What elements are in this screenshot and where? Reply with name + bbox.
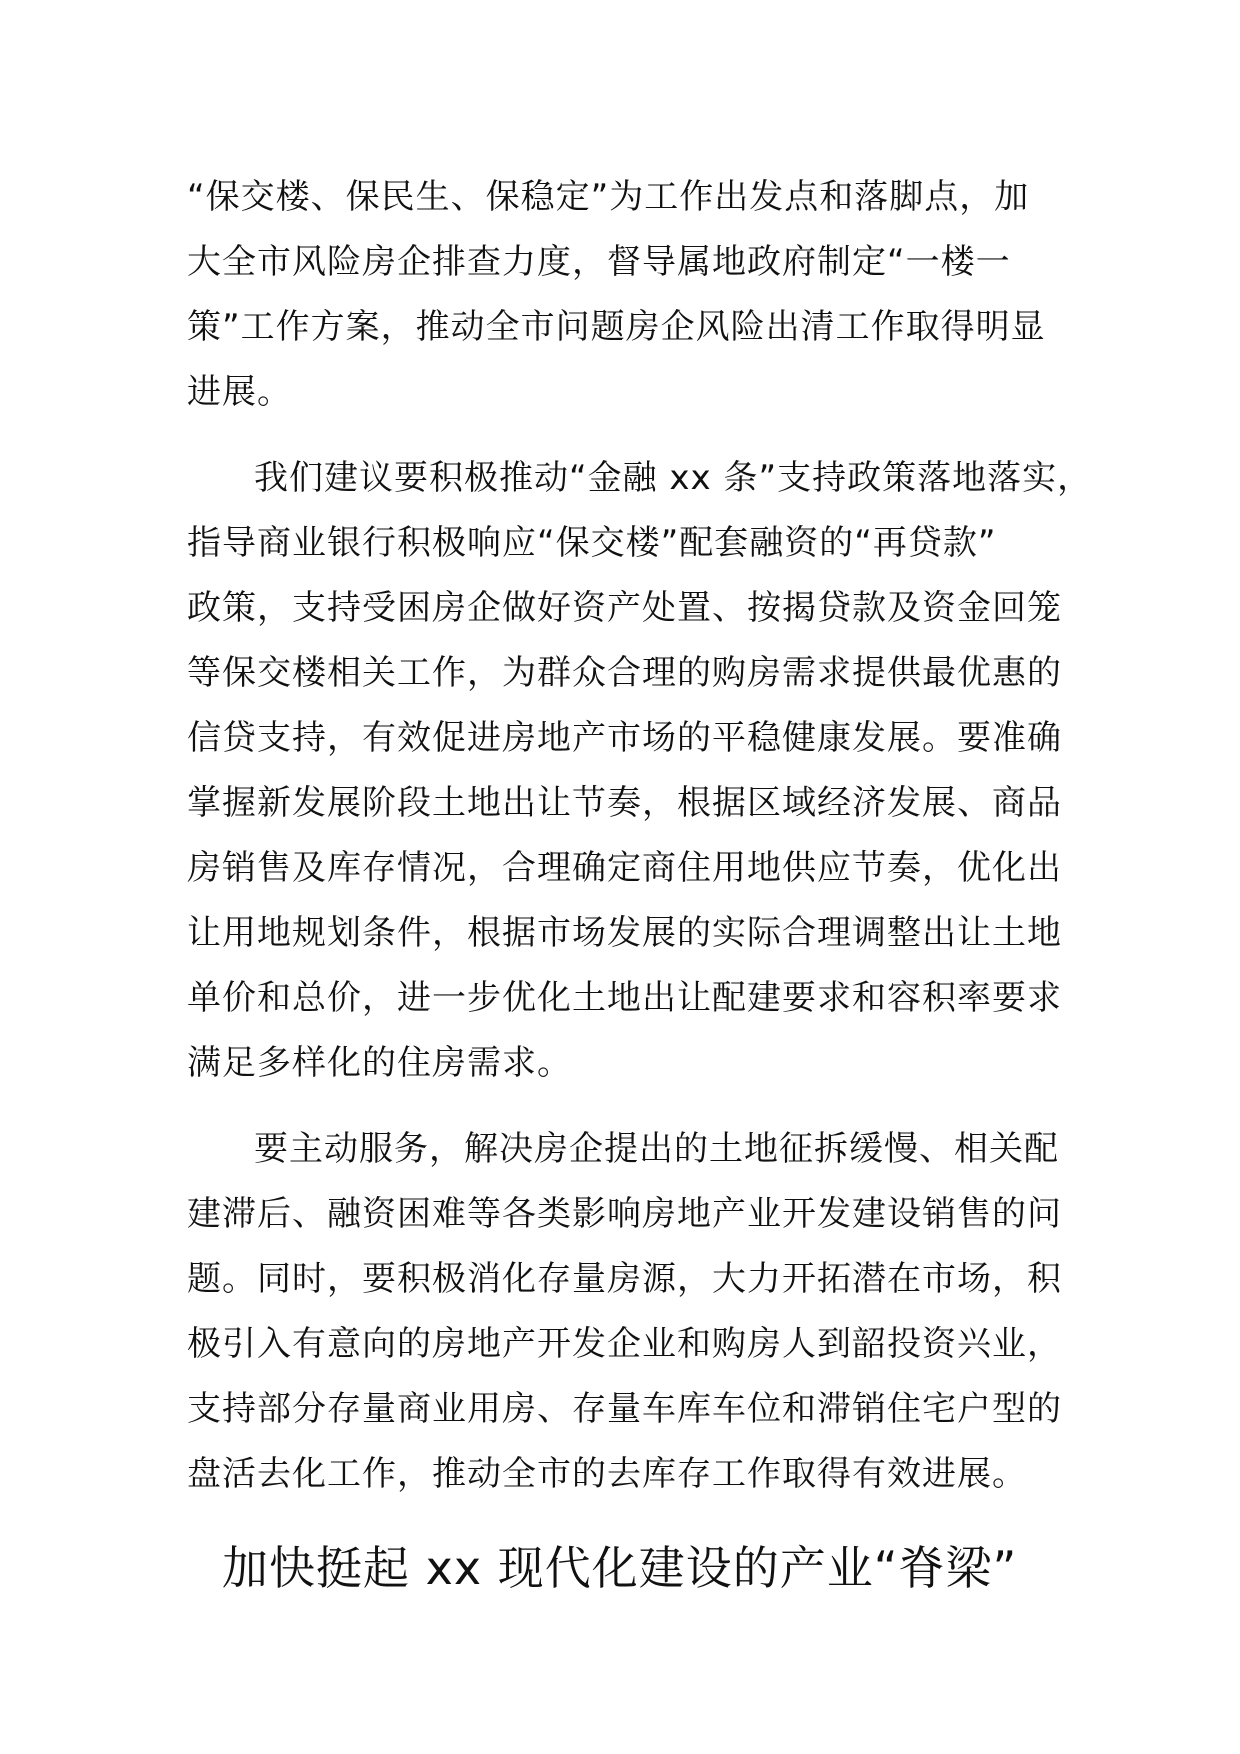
paragraph-2-line-9: 单价和总价，进一步优化土地出让配建要求和容积率要求 (187, 978, 1062, 1018)
paragraph-1-line-4: 进展。 (187, 372, 292, 412)
paragraph-1-line-3: 策”工作方案，推动全市问题房企风险出清工作取得明显 (187, 307, 1046, 347)
paragraph-2-line-5: 信贷支持，有效促进房地产市场的平稳健康发展。要准确 (187, 718, 1062, 758)
paragraph-2-line-7: 房销售及库存情况，合理确定商住用地供应节奏，优化出 (187, 848, 1062, 888)
paragraph-1-line-1: “保交楼、保民生、保稳定”为工作出发点和落脚点，加 (187, 177, 1030, 217)
paragraph-2-line-4: 等保交楼相关工作，为群众合理的购房需求提供最优惠的 (187, 653, 1062, 693)
paragraph-3-line-3: 题。同时，要积极消化存量房源，大力开拓潜在市场，积 (187, 1259, 1062, 1299)
paragraph-2-line-3: 政策，支持受困房企做好资产处置、按揭贷款及资金回笼 (187, 588, 1062, 628)
paragraph-3-line-6: 盘活去化工作，推动全市的去库存工作取得有效进展。 (187, 1454, 1027, 1494)
paragraph-2-line-6: 掌握新发展阶段土地出让节奏，根据区域经济发展、商品 (187, 783, 1062, 823)
paragraph-3-line-5: 支持部分存量商业用房、存量车库车位和滞销住宅户型的 (187, 1389, 1062, 1429)
paragraph-3-line-2: 建滞后、融资困难等各类影响房地产业开发建设销售的问 (187, 1194, 1062, 1234)
paragraph-2-line-10: 满足多样化的住房需求。 (187, 1043, 572, 1083)
paragraph-1-line-2: 大全市风险房企排查力度，督导属地政府制定“一楼一 (187, 242, 1011, 282)
paragraph-2-line-8: 让用地规划条件，根据市场发展的实际合理调整出让土地 (187, 913, 1062, 953)
paragraph-2-line-1: 我们建议要积极推动“金融 xx 条”支持政策落地落实， (254, 458, 1093, 498)
paragraph-2-line-2: 指导商业银行积极响应“保交楼”配套融资的“再贷款” (187, 523, 997, 563)
section-heading: 加快挺起 xx 现代化建设的产业“脊梁” (222, 1541, 1018, 1595)
paragraph-3-line-1: 要主动服务，解决房企提出的土地征拆缓慢、相关配 (254, 1129, 1059, 1169)
paragraph-3-line-4: 极引入有意向的房地产开发企业和购房人到韶投资兴业， (187, 1324, 1062, 1364)
